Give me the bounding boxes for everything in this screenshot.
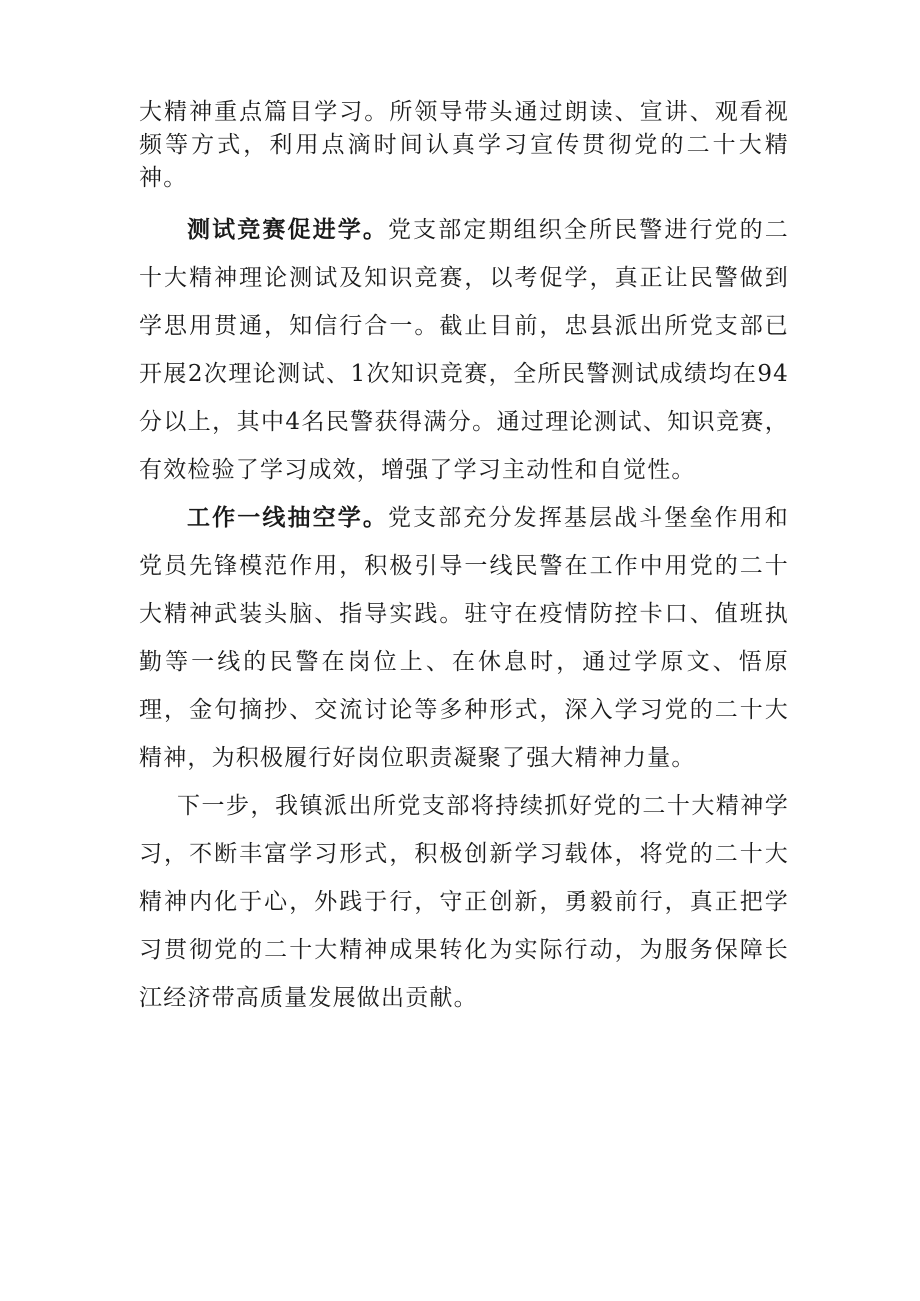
paragraph-3-text: 党支部充分发挥基层战斗堡垒作用和党员先锋模范作用，积极引导一线民警在工作中用党的二十大精神武装头脑、指导实践。驻守在疫情防控卡口、值班执勤等一线的民警在岗位上、在休息时，通过学原文、悟原理，金句摘抄、交流讨论等多种形式，深入学习党的二十大精神，为积极履行好岗位职责凝聚了强大精神力量。 [139, 505, 790, 771]
paragraph-2 [139, 206, 789, 494]
document-page [139, 96, 789, 1022]
paragraph-2-heading: 测试竞赛促进学。 [187, 216, 388, 243]
paragraph-3-heading: 工作一线抽空学。 [187, 504, 388, 531]
paragraph-4 [139, 782, 789, 1022]
paragraph-1 [139, 96, 789, 195]
paragraph-2-text: 党支部定期组织全所民警进行党的二十大精神理论测试及知识竞赛，以考促学，真正让民警做到学思用贯通，知信行合一。截止目前，忠县派出所党支部已开展2次理论测试、1次知识竞赛，全所民警测试成绩均在94分以上，其中4名民警获得满分。通过理论测试、知识竞赛，有效检验了学习成效，增强了学习主动性和自觉性。 [139, 217, 790, 483]
paragraph-1-text: 大精神重点篇目学习。所领导带头通过朗读、宣讲、观看视频等方式，利用点滴时间认真学习宣传贯彻党的二十大精神。 [139, 99, 789, 191]
paragraph-4-text: 下一步，我镇派出所党支部将持续抓好党的二十大精神学习，不断丰富学习形式，积极创新学习载体，将党的二十大精神内化于心，外践于行，守正创新，勇毅前行，真正把学习贯彻党的二十大精神成果转化为实际行动，为服务保障长江经济带高质量发展做出贡献。 [139, 793, 789, 1011]
paragraph-3 [139, 494, 789, 782]
